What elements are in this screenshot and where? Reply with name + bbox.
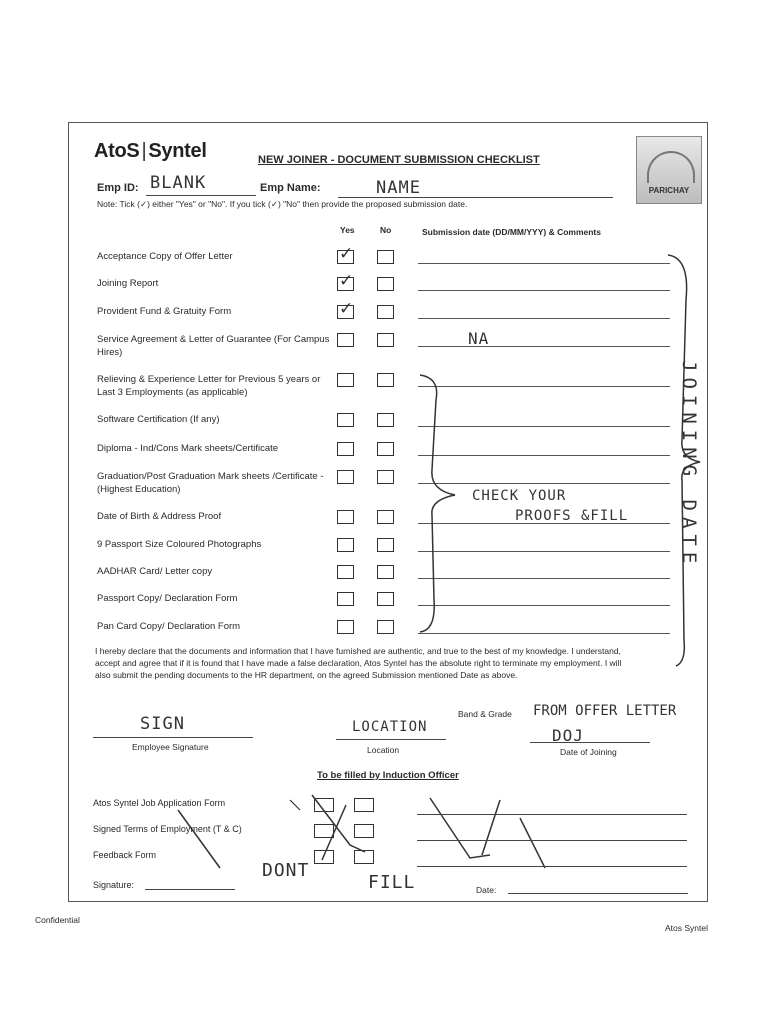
checklist-item-label: Service Agreement & Letter of Guarantee (For Campus Hires) [97, 334, 330, 358]
induction-no-checkbox[interactable] [354, 798, 374, 812]
emp-id-value[interactable]: BLANK [150, 173, 207, 193]
induction-item-label: Atos Syntel Job Application Form [93, 798, 226, 808]
strike-1 [430, 798, 490, 858]
company-logo: AtoS | Syntel [94, 140, 207, 162]
right-brace [668, 255, 700, 666]
date-of-joining-caption: Date of Joining [560, 747, 617, 757]
induction-comment-line[interactable] [417, 866, 687, 867]
induction-signature-line [145, 889, 235, 890]
induction-item-label: Signed Terms of Employment (T & C) [93, 824, 242, 834]
emp-name-value[interactable]: NAME [376, 178, 421, 198]
location-caption: Location [367, 745, 400, 755]
emp-name-label: Emp Name: [260, 182, 321, 194]
induction-yes-checkbox[interactable] [314, 798, 334, 812]
checklist-item-label: Date of Birth & Address Proof [97, 511, 222, 522]
submission-column-header: Submission date (DD/MM/YYY) & Comments [422, 227, 601, 237]
footer-company: Atos Syntel [665, 923, 708, 933]
checklist-item-label: Joining Report [97, 278, 159, 289]
submission-comment[interactable]: NA [468, 329, 490, 348]
tick-instruction-note: Note: Tick (✓) either "Yes" or "No". If you tick (✓) "No" then provide the proposed submission date. [97, 199, 468, 209]
induction-comment-line[interactable] [417, 840, 687, 841]
induction-yes-checkbox[interactable] [314, 850, 334, 864]
checkmark-icon: ✓ [339, 271, 354, 290]
checklist-item-label: AADHAR Card/ Letter copy [97, 566, 213, 577]
induction-yes-checkbox[interactable] [314, 824, 334, 838]
induction-no-checkbox[interactable] [354, 850, 374, 864]
band-grade-label: Band & Grade [458, 709, 512, 719]
date-of-joining-line [530, 742, 650, 743]
parichay-logo: PARICHAY [636, 136, 702, 204]
strike-3 [520, 818, 545, 868]
middle-brace [420, 375, 455, 632]
induction-section-title: To be filled by Induction Officer [317, 770, 459, 781]
induction-no-checkbox[interactable] [354, 824, 374, 838]
document-title: NEW JOINER - DOCUMENT SUBMISSION CHECKLIST [258, 154, 540, 166]
checklist-item-label: Graduation/Post Graduation Mark sheets /Certificate - (Highest Education) [97, 471, 324, 495]
employee-signature-caption: Employee Signature [132, 742, 209, 752]
joining-date-note: JOINING DATE [678, 360, 700, 570]
dont-fill-note-left: DONT [262, 860, 310, 881]
location-value[interactable]: LOCATION [352, 719, 428, 735]
employee-signature-line [93, 737, 253, 738]
strike-4 [290, 800, 300, 810]
induction-date-line [508, 893, 688, 894]
induction-item-label: Feedback Form [93, 850, 157, 860]
emp-id-label: Emp ID: [97, 182, 139, 194]
checkmark-icon: ✓ [339, 299, 354, 318]
no-column-header: No [380, 225, 392, 235]
yes-column-header: Yes [340, 225, 355, 235]
location-line [336, 739, 446, 740]
induction-signature-label: Signature: [93, 880, 135, 890]
declaration-text: I hereby declare that the documents and information that I have furnished are authentic, and true to the best of my knowledge. I understand, accept and agree that if it is found that I have made a false declaration, Atos Syntel has the absolute right to terminate my employment. I will also submit the pending documents to the HR department, on the agreed Submission mentioned Date as above. [95, 646, 622, 680]
checklist-item-label: Pan Card Copy/ Declaration Form [97, 621, 241, 632]
induction-date-label: Date: [476, 885, 497, 895]
proofs-note-line2: PROOFS &FILL [515, 508, 629, 524]
dont-fill-note-right: FILL [368, 872, 416, 893]
induction-comment-line[interactable] [417, 814, 687, 815]
checklist-item-label: Acceptance Copy of Offer Letter [97, 251, 233, 262]
strike-2 [482, 800, 500, 855]
band-grade-value[interactable]: FROM OFFER LETTER [533, 703, 677, 719]
checklist-item-label: 9 Passport Size Coloured Photographs [97, 539, 262, 550]
checklist-item-label: Provident Fund & Gratuity Form [97, 306, 232, 317]
proofs-note-line1: CHECK YOUR [472, 488, 567, 504]
checklist-item-label: Diploma - Ind/Cons Mark sheets/Certificate [97, 443, 279, 454]
strike-5 [178, 810, 220, 868]
checklist-item-label: Passport Copy/ Declaration Form [97, 593, 238, 604]
employee-signature-value[interactable]: SIGN [140, 714, 185, 734]
checklist-item-label: Software Certification (If any) [97, 414, 220, 425]
footer-confidential: Confidential [35, 915, 80, 925]
checklist-item-label: Relieving & Experience Letter for Previous 5 years or Last 3 Employments (as applicable) [97, 374, 321, 398]
checkmark-icon: ✓ [339, 244, 354, 263]
date-of-joining-value[interactable]: DOJ [552, 726, 584, 745]
